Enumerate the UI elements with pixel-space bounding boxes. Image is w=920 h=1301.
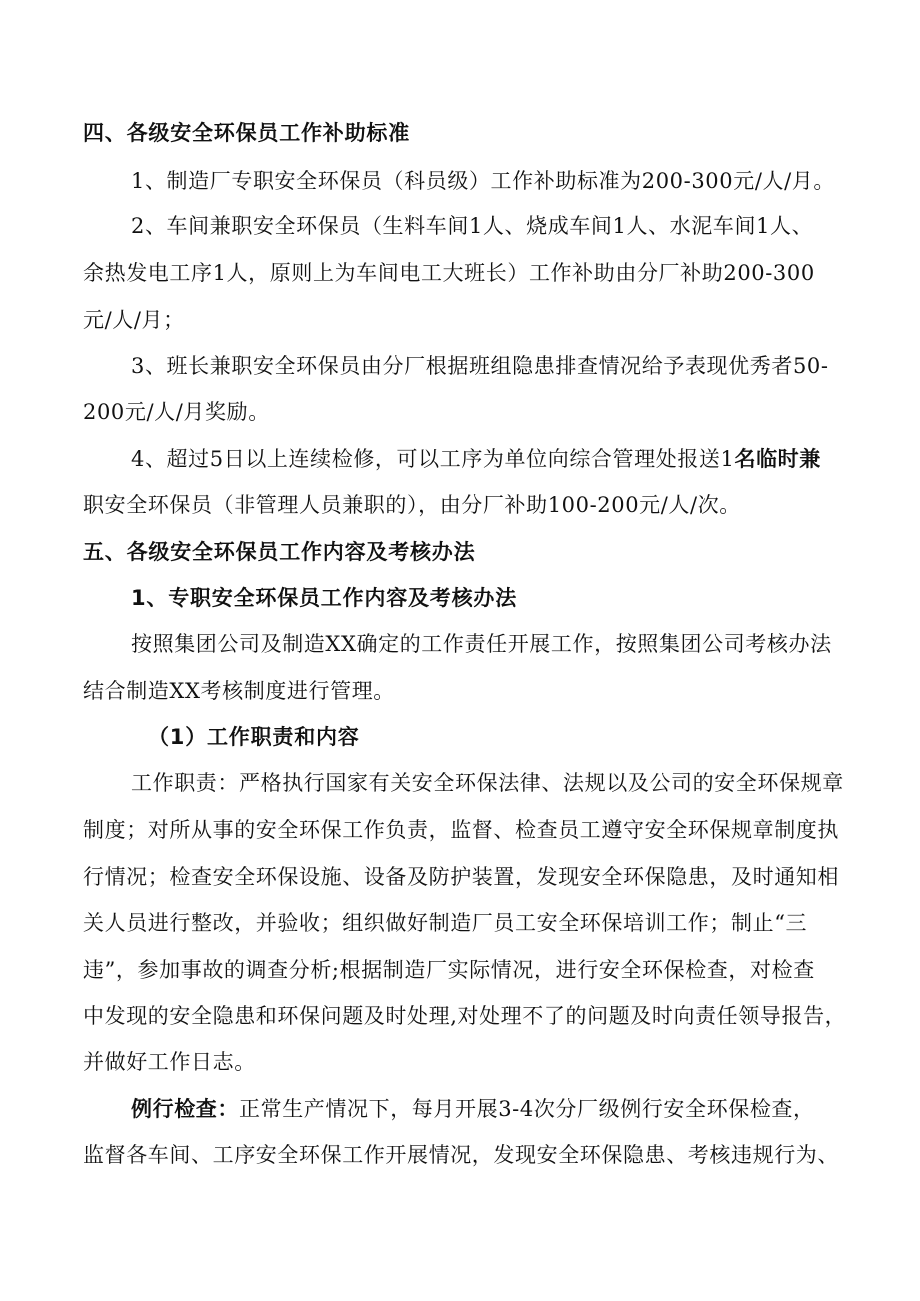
section-5-sub-1-para-line-2: 结合制造XX考核制度进行管理。	[83, 679, 395, 703]
part-1-heading: （1）工作职责和内容	[148, 725, 360, 749]
section-4-item-4-bold-text: 名临时兼	[734, 447, 821, 471]
duties-line-3: 行情况；检查安全环保设施、设备及防护装置，发现安全环保隐患，及时通知相	[83, 865, 839, 889]
section-4-item-4-line-1	[131, 444, 821, 474]
routine-check-label: 例行检查：	[131, 1097, 239, 1121]
section-4-item-3-line-2: 200元/人/月奖励。	[83, 400, 270, 424]
section-4-item-2-line-1: 2、车间兼职安全环保员（生料车间1人、烧成车间1人、水泥车间1人、	[131, 214, 814, 238]
duties-line-1: 工作职责：严格执行国家有关安全环保法律、法规以及公司的安全环保规章	[131, 771, 844, 795]
duties-line-6: 中发现的安全隐患和环保问题及时处理,对处理不了的问题及时向责任领导报告，	[83, 1004, 847, 1028]
section-5-heading: 五、各级安全环保员工作内容及考核办法	[83, 540, 476, 564]
section-4-item-4-line-2: 职安全环保员（非管理人员兼职的），由分厂补助100-200元/人/次。	[83, 493, 741, 517]
duties-line-7: 并做好工作日志。	[83, 1050, 256, 1074]
section-4-item-3-line-1: 3、班长兼职安全环保员由分厂根据班组隐患排查情况给予表现优秀者50-	[131, 354, 829, 378]
duties-line-4: 关人员进行整改，并验收；组织做好制造厂员工安全环保培训工作；制止“三	[83, 911, 808, 935]
section-4-item-2-line-2: 余热发电工序1人，原则上为车间电工大班长）工作补助由分厂补助200-300	[83, 261, 815, 285]
routine-check-line-1	[131, 1094, 815, 1124]
section-4-heading: 四、各级安全环保员工作补助标准	[83, 121, 410, 145]
routine-check-text: 正常生产情况下，每月开展3-4次分厂级例行安全环保检查，	[239, 1097, 815, 1121]
duties-line-5: 违”，参加事故的调查分析;根据制造厂实际情况，进行安全环保检查，对检查	[83, 958, 815, 982]
routine-check-line-2: 监督各车间、工序安全环保工作开展情况，发现安全环保隐患、考核违规行为、	[83, 1143, 839, 1167]
section-4-item-4-text: 4、超过5日以上连续检修，可以工序为单位向综合管理处报送1	[131, 447, 735, 471]
section-5-sub-1-heading: 1、专职安全环保员工作内容及考核办法	[131, 586, 518, 610]
section-5-sub-1-para-line-1: 按照集团公司及制造XX确定的工作责任开展工作，按照集团公司考核办法	[131, 632, 832, 656]
section-4-item-2-line-3: 元/人/月；	[83, 308, 185, 332]
section-4-item-1: 1、制造厂专职安全环保员（科员级）工作补助标准为200-300元/人/月。	[131, 169, 835, 193]
duties-line-2: 制度；对所从事的安全环保工作负责，监督、检查员工遵守安全环保规章制度执	[83, 818, 839, 842]
